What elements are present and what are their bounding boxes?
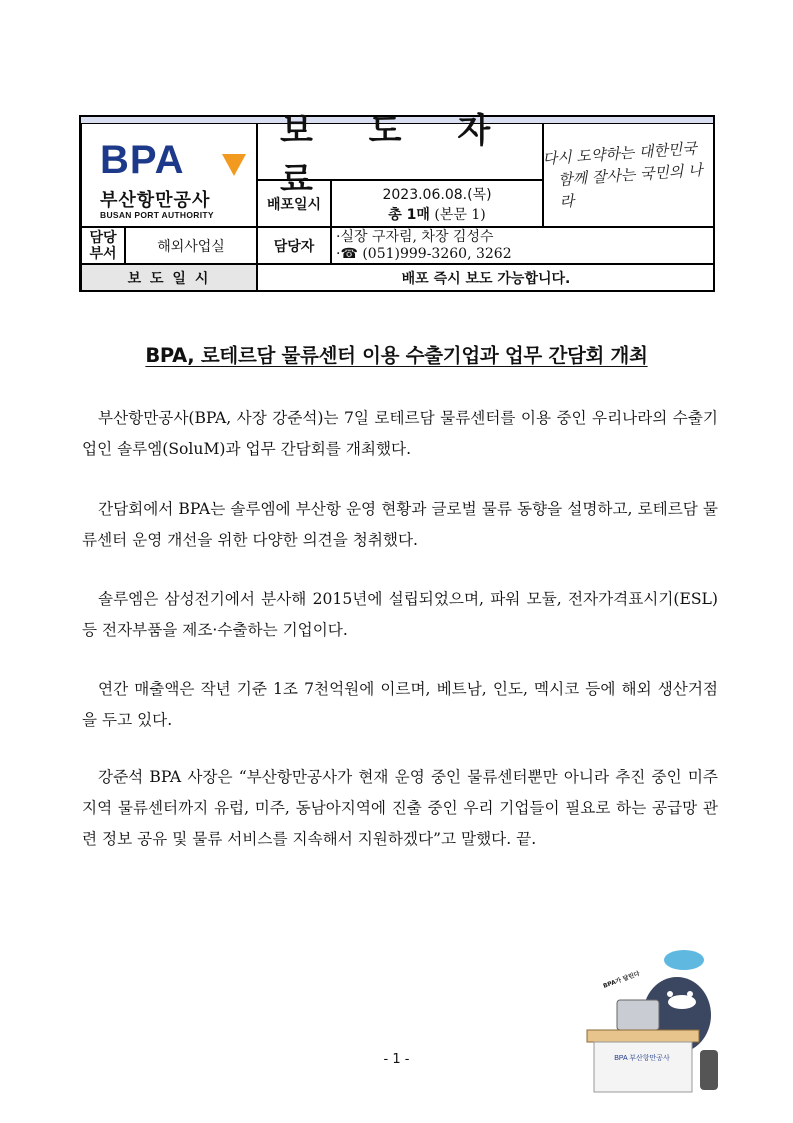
- logo-name-en: BUSAN PORT AUTHORITY: [100, 210, 214, 220]
- doc-title: 보 도 자 료: [280, 110, 513, 200]
- paragraph-1: [82, 403, 718, 465]
- dept-label: 담당 부서: [81, 227, 125, 264]
- release-date-value-cell: [331, 180, 543, 227]
- paragraph-4-text: 연간 매출액은 작년 기준 1조 7천억원에 이르며, 베트남, 인도, 멕시코 등에 해외 생산거점을 두고 있다.: [82, 680, 718, 729]
- page-count-note: (본문 1): [434, 206, 486, 223]
- paragraph-5: [82, 762, 718, 855]
- header-table: [79, 110, 715, 292]
- desk-icon: [594, 1042, 692, 1092]
- paragraph-3: [82, 584, 718, 646]
- slogan: [542, 136, 716, 214]
- dept-value: 해외사업실: [125, 227, 257, 264]
- logo-name-ko: 부산항만공사: [100, 190, 211, 211]
- paragraph-2-text: 간담회에서 BPA는 솔루엠에 부산항 운영 현황과 글로벌 물류 동향을 설명하고, 로테르담 물류센터 운영 개선을 위한 다양한 의견을 청취했다.: [82, 500, 718, 549]
- slogan-line-1: 다시 도약하는 대한민국: [542, 139, 698, 168]
- page-count-total: 총 1매: [388, 206, 430, 223]
- release-date-label: 배포일시: [257, 180, 331, 227]
- paragraph-2: [82, 494, 718, 556]
- paragraph-3-text: 솔루엠은 삼성전기에서 분사해 2015년에 설립되었으며, 파워 모듈, 전자가격표시기(ESL) 등 전자부품을 제조·수출하는 기업이다.: [82, 590, 718, 639]
- laptop-icon: [617, 1000, 659, 1030]
- mascot-speech: BPA가 달린다: [602, 970, 641, 990]
- logo-triangle-icon: [222, 154, 246, 176]
- contact-names: ·실장 구자림, 차장 김성수: [336, 228, 494, 245]
- paragraph-1-text: 부산항만공사(BPA, 사장 강준석)는 7일 로테르담 물류센터를 이용 중인 우리나라의 수출기업인 솔루엠(SoluM)과 업무 간담회를 개최했다.: [82, 409, 718, 458]
- slogan-line-2: 함께 잘사는 국민의 나라: [557, 160, 704, 211]
- paragraph-4: [82, 674, 718, 736]
- report-date-value: 배포 즉시 보도 가능합니다.: [257, 264, 715, 291]
- bpa-logo: [100, 140, 184, 180]
- contact-value-cell: [331, 227, 715, 264]
- contact-phone: ·☎ (051)999-3260, 3262: [336, 245, 512, 262]
- report-date-label: 보 도 일 시: [81, 264, 257, 291]
- bpa-logo-text: BPA: [100, 138, 185, 182]
- page-count: [388, 204, 485, 224]
- headline: BPA, 로테르담 물류센터 이용 수출기업과 업무 간담회 개최: [145, 344, 648, 367]
- contact-label: 담당자: [257, 227, 331, 264]
- small-dolphin-icon: [664, 950, 704, 970]
- page-number: - 1 -: [383, 1052, 410, 1067]
- slogan-cell: [543, 123, 715, 227]
- paragraph-5-text: 강준석 BPA 사장은 “부산항만공사가 현재 운영 중인 물류센터뿐만 아니라 추진 중인 미주지역 물류센터까지 유럽, 미주, 동남아지역에 진출 중인 우리 기업들이 필요로 하는 공급망 관련 정보 공유 및 물류 서비스를 지속해서 지원하겠다”고 말했다. 끝.: [82, 768, 718, 848]
- mascot-illustration: [582, 940, 732, 1100]
- release-date-value: 2023.06.08.(목): [382, 186, 492, 203]
- desk-label: BPA 부산항만공사: [614, 1055, 670, 1062]
- logo-cell: [81, 123, 257, 227]
